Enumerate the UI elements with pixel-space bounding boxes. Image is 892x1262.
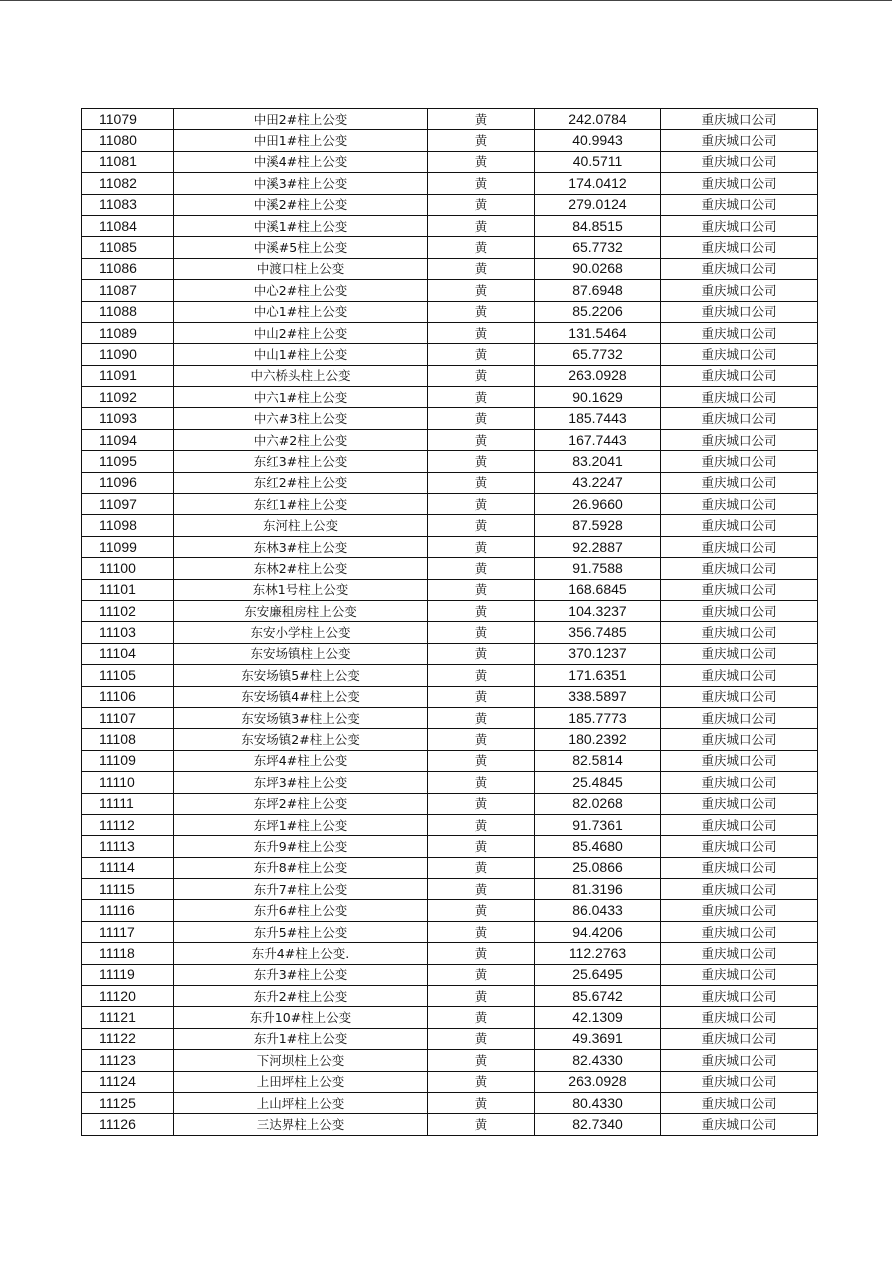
row-id-cell: 11079	[82, 109, 174, 130]
row-id-cell: 11088	[82, 301, 174, 322]
row-id-cell: 11103	[82, 622, 174, 643]
warning-level-cell: 黄	[428, 173, 535, 194]
value-cell: 82.0268	[535, 793, 661, 814]
transformer-name-cell: 东红3#柱上公变	[174, 451, 428, 472]
row-id-cell: 11097	[82, 494, 174, 515]
transformer-name-cell: 东河柱上公变	[174, 515, 428, 536]
table-row	[82, 622, 818, 643]
transformer-name-cell: 东升8#柱上公变	[174, 857, 428, 878]
value-cell: 180.2392	[535, 729, 661, 750]
transformer-name-cell: 中溪4#柱上公变	[174, 151, 428, 172]
table-row	[82, 173, 818, 194]
row-id-cell: 11087	[82, 280, 174, 301]
row-id-cell: 11089	[82, 322, 174, 343]
value-cell: 90.1629	[535, 387, 661, 408]
transformer-name-cell: 中溪1#柱上公变	[174, 215, 428, 236]
table-row	[82, 1071, 818, 1092]
value-cell: 91.7361	[535, 814, 661, 835]
value-cell: 26.9660	[535, 494, 661, 515]
transformer-name-cell: 东安场镇4#柱上公变	[174, 686, 428, 707]
table-row	[82, 793, 818, 814]
value-cell: 90.0268	[535, 258, 661, 279]
company-cell: 重庆城口公司	[661, 643, 818, 664]
transformer-name-cell: 东安场镇柱上公变	[174, 643, 428, 664]
warning-level-cell: 黄	[428, 857, 535, 878]
transformer-name-cell: 中六#2柱上公变	[174, 429, 428, 450]
value-cell: 185.7773	[535, 707, 661, 728]
table-row	[82, 237, 818, 258]
transformer-name-cell: 东坪1#柱上公变	[174, 814, 428, 835]
row-id-cell: 11121	[82, 1007, 174, 1028]
company-cell: 重庆城口公司	[661, 151, 818, 172]
transformer-name-cell: 中心1#柱上公变	[174, 301, 428, 322]
value-cell: 25.4845	[535, 772, 661, 793]
transformer-name-cell: 上田坪柱上公变	[174, 1071, 428, 1092]
value-cell: 92.2887	[535, 536, 661, 557]
transformer-name-cell: 中溪3#柱上公变	[174, 173, 428, 194]
transformer-name-cell: 中山1#柱上公变	[174, 344, 428, 365]
company-cell: 重庆城口公司	[661, 600, 818, 621]
warning-level-cell: 黄	[428, 536, 535, 557]
company-cell: 重庆城口公司	[661, 964, 818, 985]
transformer-name-cell: 东安场镇2#柱上公变	[174, 729, 428, 750]
row-id-cell: 11106	[82, 686, 174, 707]
row-id-cell: 11110	[82, 772, 174, 793]
company-cell: 重庆城口公司	[661, 1028, 818, 1049]
transformer-name-cell: 东红2#柱上公变	[174, 472, 428, 493]
table-row	[82, 986, 818, 1007]
company-cell: 重庆城口公司	[661, 494, 818, 515]
row-id-cell: 11119	[82, 964, 174, 985]
company-cell: 重庆城口公司	[661, 558, 818, 579]
table-row	[82, 879, 818, 900]
table-row	[82, 857, 818, 878]
table-row	[82, 258, 818, 279]
company-cell: 重庆城口公司	[661, 1007, 818, 1028]
transformer-name-cell: 东安场镇5#柱上公变	[174, 665, 428, 686]
transformer-name-cell: 中渡口柱上公变	[174, 258, 428, 279]
warning-level-cell: 黄	[428, 429, 535, 450]
value-cell: 80.4330	[535, 1092, 661, 1113]
row-id-cell: 11122	[82, 1028, 174, 1049]
warning-level-cell: 黄	[428, 215, 535, 236]
transformer-name-cell: 东红1#柱上公变	[174, 494, 428, 515]
table-row	[82, 1050, 818, 1071]
company-cell: 重庆城口公司	[661, 729, 818, 750]
row-id-cell: 11091	[82, 365, 174, 386]
company-cell: 重庆城口公司	[661, 986, 818, 1007]
company-cell: 重庆城口公司	[661, 301, 818, 322]
table-row	[82, 451, 818, 472]
row-id-cell: 11113	[82, 836, 174, 857]
table-row	[82, 686, 818, 707]
company-cell: 重庆城口公司	[661, 772, 818, 793]
value-cell: 85.4680	[535, 836, 661, 857]
row-id-cell: 11083	[82, 194, 174, 215]
table-row	[82, 215, 818, 236]
company-cell: 重庆城口公司	[661, 451, 818, 472]
company-cell: 重庆城口公司	[661, 173, 818, 194]
transformer-name-cell: 东升7#柱上公变	[174, 879, 428, 900]
table-row	[82, 151, 818, 172]
value-cell: 91.7588	[535, 558, 661, 579]
transformer-name-cell: 东升3#柱上公变	[174, 964, 428, 985]
warning-level-cell: 黄	[428, 322, 535, 343]
value-cell: 356.7485	[535, 622, 661, 643]
row-id-cell: 11120	[82, 986, 174, 1007]
transformer-name-cell: 上山坪柱上公变	[174, 1092, 428, 1113]
value-cell: 263.0928	[535, 1071, 661, 1092]
transformer-name-cell: 东坪4#柱上公变	[174, 750, 428, 771]
row-id-cell: 11102	[82, 600, 174, 621]
table-row	[82, 1114, 818, 1135]
value-cell: 43.2247	[535, 472, 661, 493]
value-cell: 185.7443	[535, 408, 661, 429]
value-cell: 25.0866	[535, 857, 661, 878]
table-row	[82, 600, 818, 621]
value-cell: 49.3691	[535, 1028, 661, 1049]
value-cell: 40.9943	[535, 130, 661, 151]
row-id-cell: 11105	[82, 665, 174, 686]
value-cell: 82.7340	[535, 1114, 661, 1135]
row-id-cell: 11117	[82, 921, 174, 942]
company-cell: 重庆城口公司	[661, 1092, 818, 1113]
company-cell: 重庆城口公司	[661, 344, 818, 365]
table-row	[82, 194, 818, 215]
transformer-name-cell: 中田1#柱上公变	[174, 130, 428, 151]
warning-level-cell: 黄	[428, 686, 535, 707]
company-cell: 重庆城口公司	[661, 215, 818, 236]
transformer-name-cell: 东升5#柱上公变	[174, 921, 428, 942]
value-cell: 168.6845	[535, 579, 661, 600]
row-id-cell: 11115	[82, 879, 174, 900]
table-row	[82, 344, 818, 365]
value-cell: 242.0784	[535, 109, 661, 130]
transformer-name-cell: 东升10#柱上公变	[174, 1007, 428, 1028]
warning-level-cell: 黄	[428, 451, 535, 472]
warning-level-cell: 黄	[428, 387, 535, 408]
transformer-name-cell: 中田2#柱上公变	[174, 109, 428, 130]
company-cell: 重庆城口公司	[661, 921, 818, 942]
value-cell: 87.6948	[535, 280, 661, 301]
company-cell: 重庆城口公司	[661, 879, 818, 900]
company-cell: 重庆城口公司	[661, 429, 818, 450]
warning-level-cell: 黄	[428, 879, 535, 900]
warning-level-cell: 黄	[428, 1028, 535, 1049]
value-cell: 82.5814	[535, 750, 661, 771]
row-id-cell: 11099	[82, 536, 174, 557]
company-cell: 重庆城口公司	[661, 194, 818, 215]
row-id-cell: 11086	[82, 258, 174, 279]
row-id-cell: 11081	[82, 151, 174, 172]
company-cell: 重庆城口公司	[661, 1114, 818, 1135]
company-cell: 重庆城口公司	[661, 857, 818, 878]
warning-level-cell: 黄	[428, 558, 535, 579]
value-cell: 86.0433	[535, 900, 661, 921]
company-cell: 重庆城口公司	[661, 900, 818, 921]
transformer-name-cell: 中溪#5柱上公变	[174, 237, 428, 258]
data-table	[81, 108, 818, 1136]
value-cell: 338.5897	[535, 686, 661, 707]
company-cell: 重庆城口公司	[661, 1071, 818, 1092]
transformer-name-cell: 东升2#柱上公变	[174, 986, 428, 1007]
table-row	[82, 943, 818, 964]
table-row	[82, 322, 818, 343]
warning-level-cell: 黄	[428, 1071, 535, 1092]
table-row	[82, 579, 818, 600]
warning-level-cell: 黄	[428, 472, 535, 493]
table-row	[82, 964, 818, 985]
transformer-name-cell: 东安场镇3#柱上公变	[174, 707, 428, 728]
warning-level-cell: 黄	[428, 943, 535, 964]
row-id-cell: 11111	[82, 793, 174, 814]
transformer-name-cell: 东升4#柱上公变.	[174, 943, 428, 964]
warning-level-cell: 黄	[428, 729, 535, 750]
row-id-cell: 11098	[82, 515, 174, 536]
company-cell: 重庆城口公司	[661, 686, 818, 707]
row-id-cell: 11093	[82, 408, 174, 429]
page-top-border	[0, 0, 892, 1]
table-row	[82, 365, 818, 386]
row-id-cell: 11114	[82, 857, 174, 878]
row-id-cell: 11080	[82, 130, 174, 151]
row-id-cell: 11123	[82, 1050, 174, 1071]
warning-level-cell: 黄	[428, 750, 535, 771]
company-cell: 重庆城口公司	[661, 322, 818, 343]
value-cell: 85.2206	[535, 301, 661, 322]
warning-level-cell: 黄	[428, 151, 535, 172]
value-cell: 84.8515	[535, 215, 661, 236]
value-cell: 263.0928	[535, 365, 661, 386]
warning-level-cell: 黄	[428, 622, 535, 643]
warning-level-cell: 黄	[428, 237, 535, 258]
value-cell: 83.2041	[535, 451, 661, 472]
table-row	[82, 814, 818, 835]
warning-level-cell: 黄	[428, 579, 535, 600]
table-row	[82, 109, 818, 130]
warning-level-cell: 黄	[428, 814, 535, 835]
company-cell: 重庆城口公司	[661, 408, 818, 429]
row-id-cell: 11107	[82, 707, 174, 728]
row-id-cell: 11104	[82, 643, 174, 664]
transformer-name-cell: 中六#3柱上公变	[174, 408, 428, 429]
row-id-cell: 11116	[82, 900, 174, 921]
value-cell: 279.0124	[535, 194, 661, 215]
row-id-cell: 11096	[82, 472, 174, 493]
table-row	[82, 130, 818, 151]
company-cell: 重庆城口公司	[661, 665, 818, 686]
value-cell: 94.4206	[535, 921, 661, 942]
table-row	[82, 772, 818, 793]
table-row	[82, 301, 818, 322]
warning-level-cell: 黄	[428, 836, 535, 857]
transformer-name-cell: 东坪3#柱上公变	[174, 772, 428, 793]
value-cell: 25.6495	[535, 964, 661, 985]
warning-level-cell: 黄	[428, 515, 535, 536]
value-cell: 171.6351	[535, 665, 661, 686]
company-cell: 重庆城口公司	[661, 387, 818, 408]
row-id-cell: 11101	[82, 579, 174, 600]
transformer-name-cell: 东升1#柱上公变	[174, 1028, 428, 1049]
row-id-cell: 11126	[82, 1114, 174, 1135]
warning-level-cell: 黄	[428, 1114, 535, 1135]
transformer-name-cell: 东林1号柱上公变	[174, 579, 428, 600]
warning-level-cell: 黄	[428, 793, 535, 814]
company-cell: 重庆城口公司	[661, 515, 818, 536]
warning-level-cell: 黄	[428, 600, 535, 621]
row-id-cell: 11092	[82, 387, 174, 408]
table-row	[82, 494, 818, 515]
warning-level-cell: 黄	[428, 109, 535, 130]
company-cell: 重庆城口公司	[661, 109, 818, 130]
table-row	[82, 472, 818, 493]
row-id-cell: 11109	[82, 750, 174, 771]
row-id-cell: 11100	[82, 558, 174, 579]
value-cell: 42.1309	[535, 1007, 661, 1028]
value-cell: 87.5928	[535, 515, 661, 536]
value-cell: 40.5711	[535, 151, 661, 172]
company-cell: 重庆城口公司	[661, 1050, 818, 1071]
warning-level-cell: 黄	[428, 900, 535, 921]
transformer-name-cell: 东坪2#柱上公变	[174, 793, 428, 814]
row-id-cell: 11124	[82, 1071, 174, 1092]
value-cell: 65.7732	[535, 344, 661, 365]
value-cell: 174.0412	[535, 173, 661, 194]
table-row	[82, 515, 818, 536]
warning-level-cell: 黄	[428, 408, 535, 429]
table-body	[82, 109, 818, 1136]
warning-level-cell: 黄	[428, 964, 535, 985]
value-cell: 81.3196	[535, 879, 661, 900]
table-row	[82, 536, 818, 557]
warning-level-cell: 黄	[428, 986, 535, 1007]
warning-level-cell: 黄	[428, 1007, 535, 1028]
value-cell: 370.1237	[535, 643, 661, 664]
value-cell: 65.7732	[535, 237, 661, 258]
row-id-cell: 11085	[82, 237, 174, 258]
table-row	[82, 665, 818, 686]
row-id-cell: 11082	[82, 173, 174, 194]
transformer-name-cell: 东升9#柱上公变	[174, 836, 428, 857]
company-cell: 重庆城口公司	[661, 579, 818, 600]
warning-level-cell: 黄	[428, 130, 535, 151]
table-row	[82, 750, 818, 771]
table-row	[82, 387, 818, 408]
warning-level-cell: 黄	[428, 258, 535, 279]
transformer-name-cell: 中六桥头柱上公变	[174, 365, 428, 386]
value-cell: 82.4330	[535, 1050, 661, 1071]
warning-level-cell: 黄	[428, 921, 535, 942]
company-cell: 重庆城口公司	[661, 237, 818, 258]
company-cell: 重庆城口公司	[661, 814, 818, 835]
table-row	[82, 729, 818, 750]
transformer-name-cell: 三达界柱上公变	[174, 1114, 428, 1135]
table-row	[82, 1028, 818, 1049]
warning-level-cell: 黄	[428, 772, 535, 793]
warning-level-cell: 黄	[428, 494, 535, 515]
table-row	[82, 1092, 818, 1113]
company-cell: 重庆城口公司	[661, 130, 818, 151]
warning-level-cell: 黄	[428, 643, 535, 664]
company-cell: 重庆城口公司	[661, 280, 818, 301]
warning-level-cell: 黄	[428, 280, 535, 301]
table-row	[82, 408, 818, 429]
table-row	[82, 1007, 818, 1028]
company-cell: 重庆城口公司	[661, 793, 818, 814]
row-id-cell: 11090	[82, 344, 174, 365]
table-row	[82, 643, 818, 664]
table-row	[82, 558, 818, 579]
transformer-name-cell: 中六1#柱上公变	[174, 387, 428, 408]
company-cell: 重庆城口公司	[661, 365, 818, 386]
transformer-name-cell: 东安廉租房柱上公变	[174, 600, 428, 621]
company-cell: 重庆城口公司	[661, 622, 818, 643]
transformer-name-cell: 东安小学柱上公变	[174, 622, 428, 643]
table-row	[82, 280, 818, 301]
company-cell: 重庆城口公司	[661, 943, 818, 964]
warning-level-cell: 黄	[428, 194, 535, 215]
company-cell: 重庆城口公司	[661, 836, 818, 857]
transformer-name-cell: 下河坝柱上公变	[174, 1050, 428, 1071]
warning-level-cell: 黄	[428, 301, 535, 322]
table-row	[82, 900, 818, 921]
row-id-cell: 11095	[82, 451, 174, 472]
table-row	[82, 921, 818, 942]
warning-level-cell: 黄	[428, 665, 535, 686]
row-id-cell: 11094	[82, 429, 174, 450]
transformer-name-cell: 东升6#柱上公变	[174, 900, 428, 921]
warning-level-cell: 黄	[428, 344, 535, 365]
row-id-cell: 11084	[82, 215, 174, 236]
table-row	[82, 707, 818, 728]
warning-level-cell: 黄	[428, 707, 535, 728]
value-cell: 112.2763	[535, 943, 661, 964]
transformer-name-cell: 东林3#柱上公变	[174, 536, 428, 557]
warning-level-cell: 黄	[428, 1092, 535, 1113]
value-cell: 85.6742	[535, 986, 661, 1007]
table-row	[82, 429, 818, 450]
company-cell: 重庆城口公司	[661, 472, 818, 493]
table-row	[82, 836, 818, 857]
value-cell: 104.3237	[535, 600, 661, 621]
company-cell: 重庆城口公司	[661, 258, 818, 279]
company-cell: 重庆城口公司	[661, 707, 818, 728]
warning-level-cell: 黄	[428, 365, 535, 386]
transformer-name-cell: 中山2#柱上公变	[174, 322, 428, 343]
transformer-name-cell: 中心2#柱上公变	[174, 280, 428, 301]
value-cell: 131.5464	[535, 322, 661, 343]
transformer-name-cell: 东林2#柱上公变	[174, 558, 428, 579]
row-id-cell: 11118	[82, 943, 174, 964]
warning-level-cell: 黄	[428, 1050, 535, 1071]
company-cell: 重庆城口公司	[661, 750, 818, 771]
row-id-cell: 11112	[82, 814, 174, 835]
row-id-cell: 11108	[82, 729, 174, 750]
company-cell: 重庆城口公司	[661, 536, 818, 557]
row-id-cell: 11125	[82, 1092, 174, 1113]
value-cell: 167.7443	[535, 429, 661, 450]
transformer-name-cell: 中溪2#柱上公变	[174, 194, 428, 215]
